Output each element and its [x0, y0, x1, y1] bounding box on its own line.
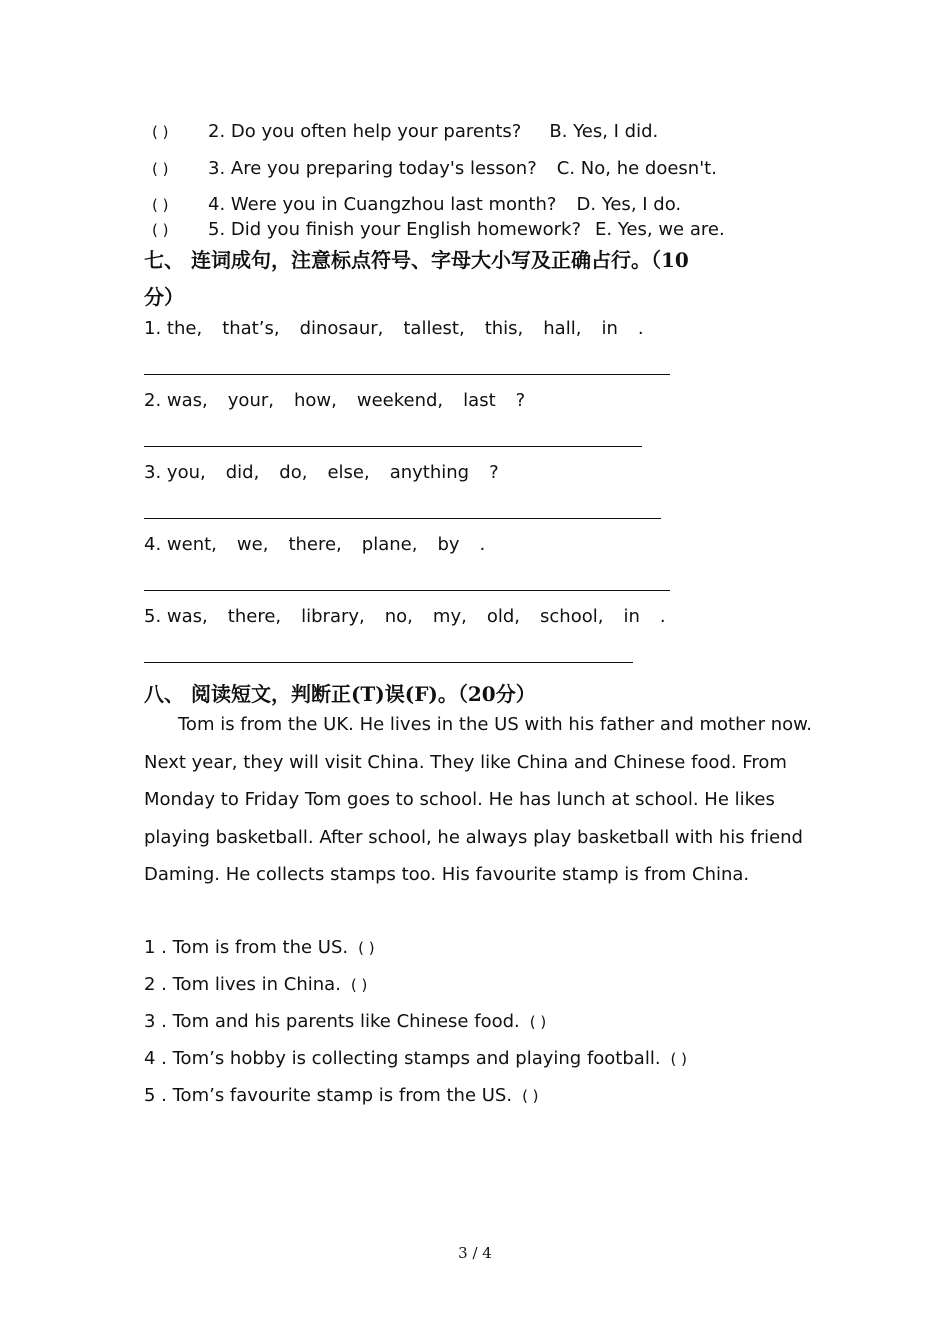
answer-paren[interactable]: ( )	[670, 1050, 688, 1068]
word: we,	[236, 534, 269, 555]
statement-text: 5 . Tom’s favourite stamp is from the US.	[144, 1085, 513, 1106]
word: tallest,	[403, 318, 465, 339]
statement-text: 3 . Tom and his parents like Chinese food.	[144, 1011, 520, 1032]
word: my,	[432, 606, 467, 627]
item-number: 5.	[144, 606, 162, 627]
word: old,	[486, 606, 521, 627]
word: last	[463, 390, 496, 411]
answer-option: B. Yes, I did.	[549, 121, 659, 142]
matching-row	[152, 158, 717, 179]
word: no,	[384, 606, 413, 627]
statement-text: 2 . Tom lives in China.	[144, 974, 341, 995]
answer-line-1[interactable]	[144, 374, 670, 375]
scrambled-sentence-1	[144, 318, 664, 339]
answer-paren[interactable]: ( )	[529, 1013, 547, 1031]
answer-line-2[interactable]	[144, 446, 642, 447]
word: .	[479, 534, 486, 555]
word: that’s,	[222, 318, 280, 339]
word: .	[637, 318, 644, 339]
word: your,	[227, 390, 274, 411]
word: there,	[227, 606, 282, 627]
word: you,	[166, 462, 206, 483]
answer-option: C. No, he doesn't.	[556, 158, 717, 179]
matching-row	[152, 121, 658, 142]
word: was,	[166, 390, 208, 411]
word: dinosaur,	[299, 318, 384, 339]
item-number: 2.	[144, 390, 162, 411]
question-text: 3. Are you preparing today's lesson?	[208, 158, 537, 179]
word: in	[601, 318, 618, 339]
word: this,	[484, 318, 524, 339]
answer-paren[interactable]: ( )	[152, 160, 169, 178]
word: plane,	[361, 534, 418, 555]
answer-paren[interactable]: ( )	[152, 123, 169, 141]
matching-row	[152, 219, 725, 240]
section-8-heading: 八、 阅读短文，判断正(T)误(F)。（20分）	[144, 682, 536, 706]
scrambled-sentence-4	[144, 534, 505, 555]
word: .	[659, 606, 666, 627]
item-number: 1.	[144, 318, 162, 339]
answer-paren[interactable]: ( )	[152, 196, 169, 214]
tf-statement-4	[144, 1048, 687, 1069]
word: went,	[166, 534, 217, 555]
word: do,	[279, 462, 308, 483]
answer-paren[interactable]: ( )	[522, 1087, 539, 1105]
scrambled-sentence-5	[144, 606, 686, 627]
answer-option: D. Yes, I do.	[576, 194, 682, 215]
answer-paren[interactable]: ( )	[152, 221, 169, 239]
word: the,	[166, 318, 203, 339]
reading-passage	[144, 706, 814, 894]
word: library,	[301, 606, 365, 627]
section-7-heading: 七、 连词成句，注意标点符号、字母大小写及正确占行。（10	[144, 248, 689, 272]
scrambled-sentence-3	[144, 462, 519, 483]
tf-statement-1	[144, 937, 375, 958]
tf-statement-5	[144, 1085, 539, 1106]
word: was,	[166, 606, 208, 627]
word: did,	[225, 462, 260, 483]
word: else,	[327, 462, 370, 483]
word: school,	[540, 606, 604, 627]
word: ?	[489, 462, 499, 483]
page-number: 3 / 4	[458, 1244, 492, 1262]
item-number: 4.	[144, 534, 162, 555]
word: how,	[293, 390, 337, 411]
matching-row	[152, 194, 681, 215]
word: weekend,	[356, 390, 444, 411]
word: ?	[515, 390, 526, 411]
tf-statement-2	[144, 974, 367, 995]
answer-line-3[interactable]	[144, 518, 661, 519]
item-number: 3.	[144, 462, 162, 483]
question-text: 2. Do you often help your parents?	[208, 121, 522, 142]
scrambled-sentence-2	[144, 390, 545, 411]
statement-text: 4 . Tom’s hobby is collecting stamps and playing football.	[144, 1048, 661, 1069]
word: anything	[389, 462, 470, 483]
question-text: 4. Were you in Cuangzhou last month?	[208, 194, 557, 215]
word: hall,	[543, 318, 582, 339]
section-7-heading-cont: 分）	[144, 285, 184, 309]
passage-text: Tom is from the UK. He lives in the US with his father and mother now. Next year, they will visit China. They like China and Chinese food. From Monday to Friday Tom goes to school. He has lunch at school. He likes playing basketball. After school, he always play basketball with his friend Daming. He collects stamps too. His favourite stamp is from China.	[144, 714, 812, 885]
tf-statement-3	[144, 1011, 546, 1032]
answer-paren[interactable]: ( )	[358, 939, 375, 957]
word: in	[623, 606, 640, 627]
answer-paren[interactable]: ( )	[350, 976, 368, 994]
answer-option: E. Yes, we are.	[595, 219, 725, 240]
question-text: 5. Did you finish your English homework?	[208, 219, 582, 240]
word: there,	[288, 534, 342, 555]
statement-text: 1 . Tom is from the US.	[144, 937, 349, 958]
answer-line-5[interactable]	[144, 662, 633, 663]
word: by	[437, 534, 460, 555]
answer-line-4[interactable]	[144, 590, 670, 591]
